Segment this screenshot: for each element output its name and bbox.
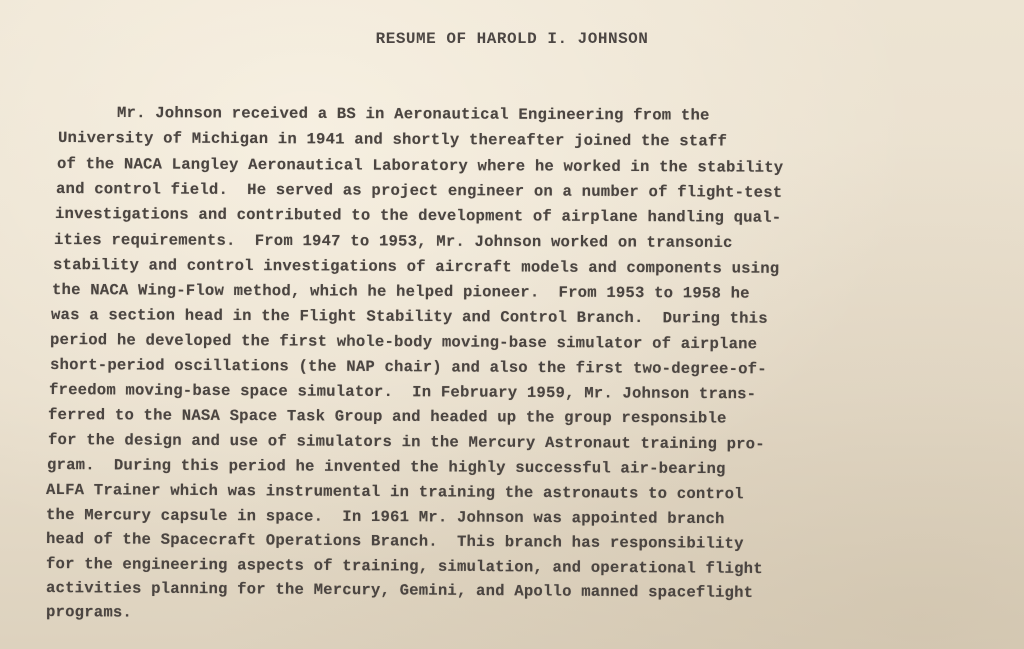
text-line: short-period oscillations (the NAP chair) and also the first two-degree-of- (49, 356, 767, 379)
text-line: gram. During this period he invented the highly successful air-bearing (46, 456, 726, 479)
text-line: for the engineering aspects of training, simulation, and operational flight (45, 555, 763, 579)
text-line: the NACA Wing-Flow method, which he helped pioneer. From 1953 to 1958 he (51, 281, 750, 303)
text-line: the Mercury capsule in space. In 1961 Mr. Johnson was appointed branch (45, 506, 725, 529)
text-line: freedom moving-base space simulator. In February 1959, Mr. Johnson trans- (48, 381, 757, 404)
text-line: stability and control investigations of aircraft models and components using (52, 256, 780, 278)
text-line: was a section head in the Flight Stability and Control Branch. During this (50, 306, 768, 328)
document-title: RESUME OF HAROLD I. JOHNSON (375, 30, 649, 48)
text-line: head of the Spacecraft Operations Branch. This branch has responsibility (45, 530, 744, 553)
text-line: ferred to the NASA Space Task Group and headed up the group responsible (47, 406, 727, 428)
text-line: Mr. Johnson received a BS in Aeronautical Engineering from the (116, 104, 710, 125)
text-line: programs. (45, 603, 133, 622)
text-line: University of Michigan in 1941 and shortly thereafter joined the staff (57, 129, 728, 151)
text-line: activities planning for the Mercury, Gemini, and Apollo manned spaceflight (45, 579, 754, 602)
text-line: ities requirements. From 1947 to 1953, Mr. Johnson worked on transonic (53, 231, 733, 252)
text-line: and control field. He served as project engineer on a number of flight-test (55, 180, 783, 202)
text-line: period he developed the first whole-body moving-base simulator of airplane (49, 331, 758, 354)
text-line: of the NACA Langley Aeronautical Laboratory where he worked in the stability (56, 155, 784, 177)
text-line: ALFA Trainer which was instrumental in training the astronauts to control (45, 481, 744, 504)
text-line: for the design and use of simulators in the Mercury Astronaut training pro- (47, 431, 765, 454)
text-line: investigations and contributed to the development of airplane handling qual- (54, 205, 782, 227)
